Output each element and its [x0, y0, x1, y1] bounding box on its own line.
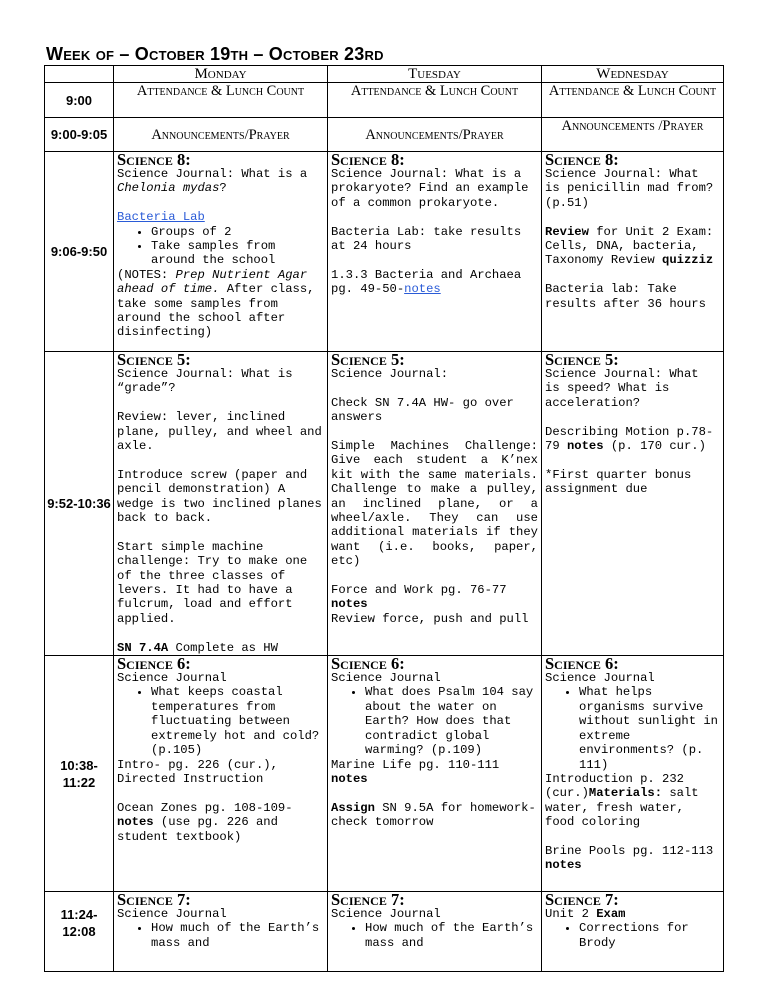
subject-heading: Science 5:: [545, 350, 619, 369]
time-cell: 9:00: [45, 83, 114, 118]
science7-wednesday: Science 7: Unit 2 Exam • Corrections for Brody: [542, 892, 724, 972]
header-row: [45, 66, 724, 83]
subject-heading: Science 8:: [545, 150, 619, 169]
list-item: • Take samples from around the school: [151, 239, 324, 268]
day-header-wednesday: Wednesday: [542, 66, 724, 83]
subject-heading: Science 5:: [117, 350, 191, 369]
subject-heading: Science 7:: [545, 890, 619, 910]
science8-row: [45, 152, 724, 352]
announcements-monday: Announcements/Prayer: [114, 118, 328, 152]
day-header-tuesday: Tuesday: [328, 66, 542, 83]
subject-heading: Science 6:: [545, 654, 619, 674]
subject-heading: Science 7:: [117, 890, 191, 910]
list-item: • Groups of 2: [151, 225, 324, 239]
list-item: • How much of the Earth’s mass and: [151, 921, 324, 950]
bacteria-lab-link[interactable]: Bacteria Lab: [117, 210, 205, 225]
science6-wednesday: Science 6: Science Journal • What helps organisms survive without sunlight in extreme environments? (p. 111) Introduction p. 232 (cur.)Materials: salt water, fresh water, food coloring Brine Pools pg. 112-113 notes: [542, 656, 724, 892]
science6-monday: Science 6: Science Journal • What keeps coastal temperatures from fluctuating between extremely hot and cold? (p.105) Intro- pg. 226 (cur.), Directed Instruction Ocean Zones pg. 108-109-notes (use pg. 226 and student textbook): [114, 656, 328, 892]
attendance-tuesday: Attendance & Lunch Count: [328, 83, 542, 118]
attendance-wednesday: Attendance & Lunch Count: [542, 83, 724, 118]
list-item: • What helps organisms survive without sunlight in extreme environments? (p. 111): [579, 685, 720, 771]
subject-heading: Science 8:: [331, 150, 405, 169]
announcements-wednesday: Announcements /Prayer: [542, 118, 724, 152]
notes-link[interactable]: notes: [404, 282, 441, 297]
announcements-row: [45, 118, 724, 152]
science8-tuesday: Science 8: Science Journal: What is a prokaryote? Find an example of a common prokaryote. Bacteria Lab: take results at 24 hours 1.3.3 Bacteria and Archaea pg. 49-50-notes: [328, 152, 542, 352]
science6-row: [45, 656, 724, 892]
science5-monday: Science 5: Science Journal: What is “grade”? Review: lever, inclined plane, pulley, and wheel and axle. Introduce screw (paper and pencil demonstration) A wedge is two inclined planes back to back. Start simple machine challenge: Try to make one of the three classes of levers. It had to have a fulcrum, load and effort applied. SN 7.4A Complete as HW: [114, 352, 328, 656]
time-cell: 11:24-12:08: [45, 892, 114, 972]
list-item: • Corrections for Brody: [579, 921, 720, 950]
science6-tuesday: Science 6: Science Journal • What does Psalm 104 say about the water on Earth? How does that contradict global warming? (p.109) Marine Life pg. 110-111 notes Assign SN 9.5A for homework- check tomorrow: [328, 656, 542, 892]
time-cell: 9:52-10:36: [45, 352, 114, 656]
attendance-monday: Attendance & Lunch Count: [114, 83, 328, 118]
science5-wednesday: Science 5: Science Journal: What is speed? What is acceleration? Describing Motion p.78-79 notes (p. 170 cur.) *First quarter bonus assignment due: [542, 352, 724, 656]
time-header: [45, 66, 114, 83]
science5-tuesday: Science 5: Science Journal: Check SN 7.4A HW- go over answers Simple Machines Challenge: Give each student a K’nex kit with the same materials. Challenge to make a pulley, an inclined plane, or a wheel/axle. They can use additional materials if they want (i.e. books, paper, etc) Force and Work pg. 76-77 notes Review force, push and pull: [328, 352, 542, 656]
science8-monday: Science 8: Science Journal: What is a Chelonia mydas? Bacteria Lab • Groups of 2 • Take samples from around the school (NOTES: Prep Nutrient Agar ahead of time. After class, take some samples from around the school after disinfecting): [114, 152, 328, 352]
subject-heading: Science 5:: [331, 350, 405, 369]
science8-wednesday: Science 8: Science Journal: What is penicillin mad from? (p.51) Review for Unit 2 Exam: Cells, DNA, bacteria, Taxonomy Review quizziz Bacteria lab: Take results after 36 hours: [542, 152, 724, 352]
science7-row: [45, 892, 724, 972]
schedule-table: [44, 65, 724, 972]
science5-row: [45, 352, 724, 656]
time-cell: 10:38-11:22: [45, 656, 114, 892]
page-title: Week of – October 19th – October 23rd: [46, 44, 384, 64]
science7-tuesday: Science 7: Science Journal • How much of the Earth’s mass and: [328, 892, 542, 972]
time-cell: 9:06-9:50: [45, 152, 114, 352]
subject-heading: Science 8:: [117, 150, 191, 169]
list-item: • What does Psalm 104 say about the water on Earth? How does that contradict global warming? (p.109): [365, 685, 538, 757]
list-item: • What keeps coastal temperatures from fluctuating between extremely hot and cold? (p.105): [151, 685, 324, 757]
time-cell: 9:00-9:05: [45, 118, 114, 152]
subject-heading: Science 6:: [117, 654, 191, 674]
science7-monday: Science 7: Science Journal • How much of the Earth’s mass and: [114, 892, 328, 972]
subject-heading: Science 7:: [331, 890, 405, 910]
list-item: • How much of the Earth’s mass and: [365, 921, 538, 950]
attendance-row: [45, 83, 724, 118]
announcements-tuesday: Announcements/Prayer: [328, 118, 542, 152]
subject-heading: Science 6:: [331, 654, 405, 674]
day-header-monday: Monday: [114, 66, 328, 83]
